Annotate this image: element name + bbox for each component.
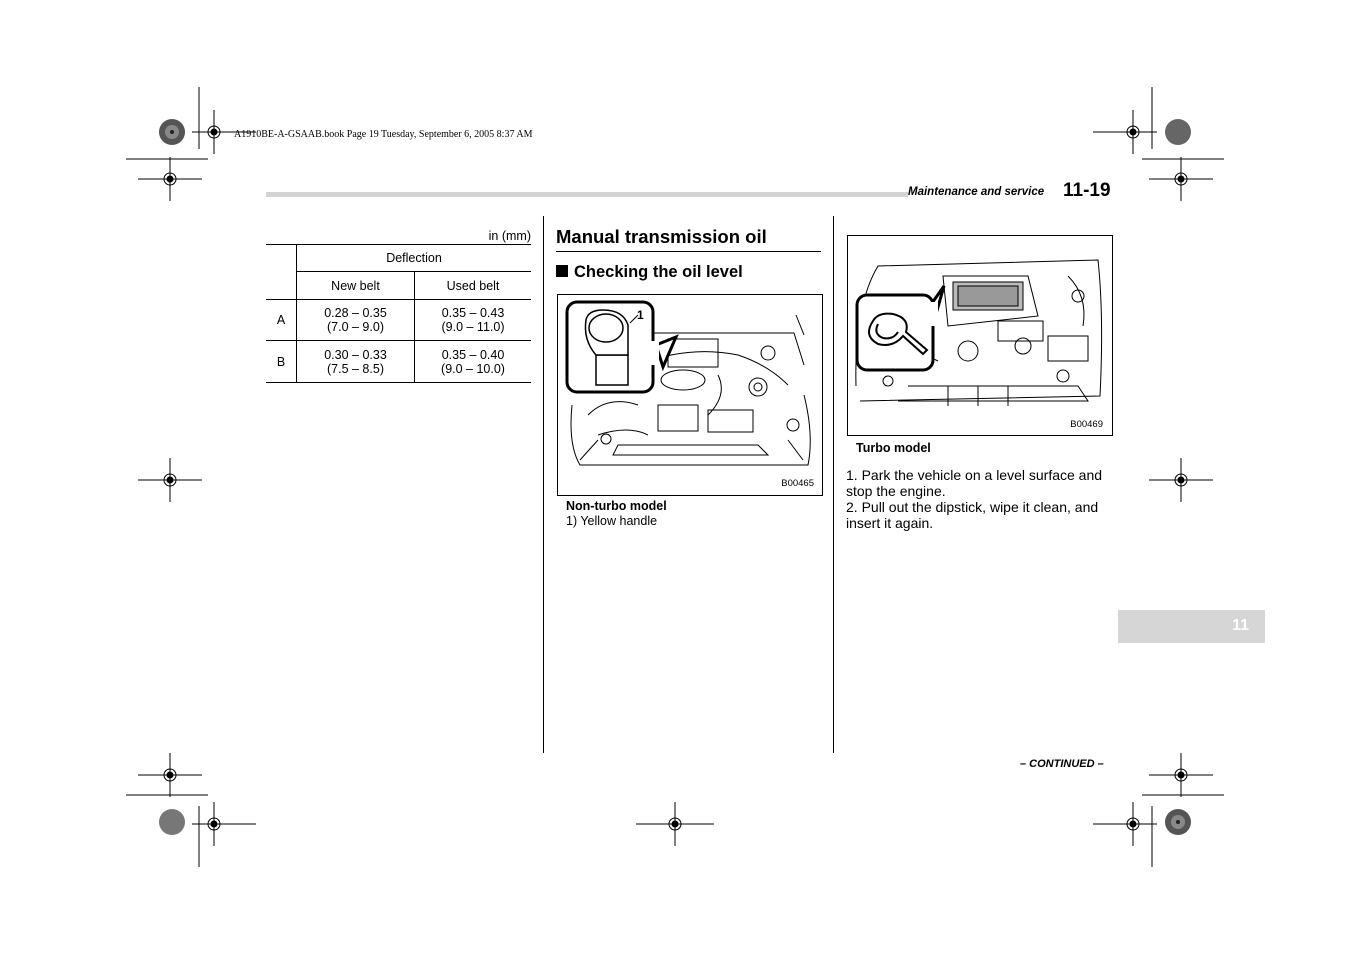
engine-illustration-icon [848, 236, 1112, 435]
deflection-header: Deflection [297, 245, 532, 272]
list-item: 1. Park the vehicle on a level surface and stop the engine. [846, 467, 1103, 499]
table-row [266, 300, 531, 341]
figure-caption: Non-turbo model [566, 499, 667, 513]
registration-target-icon [1149, 157, 1213, 201]
belt-deflection-table [266, 244, 531, 383]
table-units: in (mm) [488, 229, 531, 243]
row-label: A [266, 300, 297, 341]
figure-code: B00469 [1070, 419, 1103, 430]
registration-target-icon [636, 802, 714, 846]
column-divider [543, 216, 544, 753]
subheading: Checking the oil level [556, 263, 743, 282]
registration-target-icon [1093, 802, 1157, 846]
chapter-tab-label: 11 [1232, 617, 1249, 634]
registration-target-icon [138, 458, 202, 502]
col-used-belt: Used belt [415, 272, 532, 300]
figure-turbo [847, 235, 1113, 436]
list-item: 2. Pull out the dipstick, wipe it clean, and insert it again. [846, 499, 1099, 531]
figure-note: 1) Yellow handle [566, 514, 658, 528]
instruction-steps [846, 467, 1112, 531]
callout-number: 1 [637, 308, 644, 322]
print-info-line: A1910BE-A-GSAAB.book Page 19 Tuesday, September 6, 2005 8:37 AM [234, 129, 533, 140]
registration-target-icon [1149, 458, 1213, 502]
column-divider [833, 216, 834, 753]
color-wheel-mark-icon [158, 808, 186, 836]
table-cell: 0.30 – 0.33 (7.5 – 8.5) [297, 341, 415, 383]
table-cell: 0.35 – 0.40 (9.0 – 10.0) [415, 341, 532, 383]
table-row [266, 341, 531, 383]
registration-target-icon [192, 802, 256, 846]
figure-caption: Turbo model [856, 441, 931, 455]
registration-target-icon [1093, 110, 1157, 154]
square-bullet-icon [556, 265, 568, 277]
page-number: 11-19 [1063, 180, 1111, 201]
figure-code: B00465 [781, 478, 814, 489]
registration-target-icon [1149, 753, 1213, 797]
row-label: B [266, 341, 297, 383]
color-wheel-mark-icon [158, 118, 186, 146]
registration-target-icon [138, 157, 202, 201]
col-new-belt: New belt [297, 272, 415, 300]
header-bar [266, 192, 908, 197]
registration-target-icon [138, 753, 202, 797]
page-title: Manual transmission oil [556, 226, 767, 247]
engine-illustration-icon [558, 295, 822, 495]
chapter-tab [1118, 610, 1265, 643]
color-wheel-mark-icon [1164, 808, 1192, 836]
section-title: Maintenance and service [908, 186, 1045, 198]
color-wheel-mark-icon [1164, 118, 1192, 146]
title-underline [556, 251, 821, 252]
figure-nonturbo [557, 294, 823, 496]
continued-marker: – CONTINUED – [1020, 758, 1104, 770]
table-corner [266, 245, 297, 300]
table-cell: 0.28 – 0.35 (7.0 – 9.0) [297, 300, 415, 341]
table-cell: 0.35 – 0.43 (9.0 – 11.0) [415, 300, 532, 341]
